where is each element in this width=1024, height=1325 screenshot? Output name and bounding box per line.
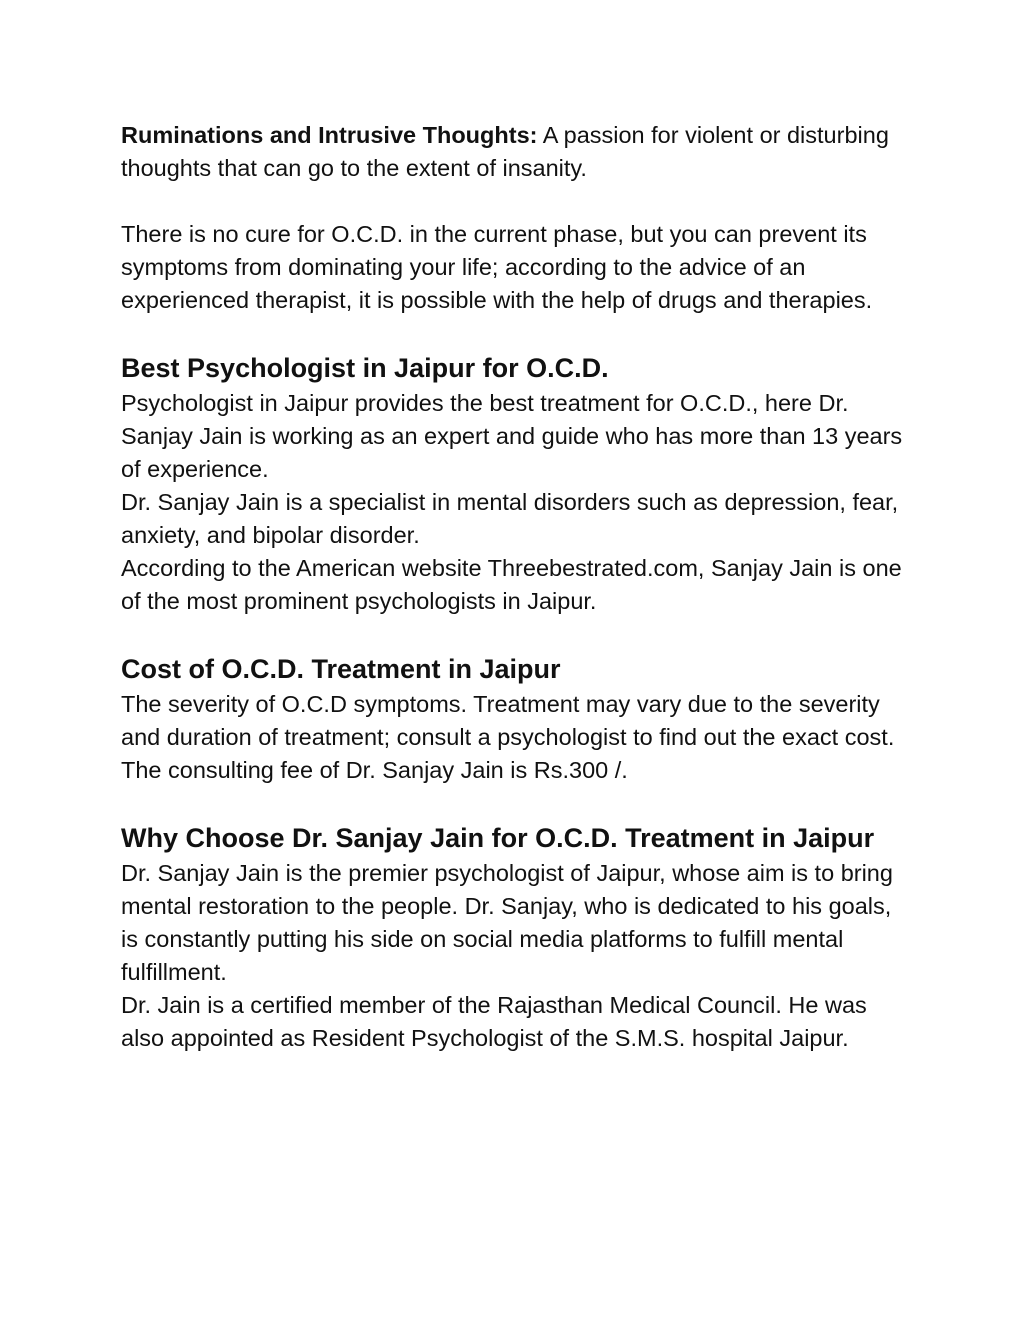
section-heading: Why Choose Dr. Sanjay Jain for O.C.D. Treatment in Jaipur [121, 823, 875, 853]
section-heading: Best Psychologist in Jaipur for O.C.D. [121, 353, 609, 383]
section-paragraph: The severity of O.C.D symptoms. Treatment may vary due to the severity and duration of treatment; consult a psychologist to find out the exact cost. The consulting fee of Dr. Sanjay Jain is Rs.300 /. [121, 691, 895, 783]
section-paragraph: Dr. Jain is a certified member of the Rajasthan Medical Council. He was also appointed as Resident Psychologist of the S.M.S. hospital Jaipur. [121, 992, 867, 1051]
section-paragraph: Psychologist in Jaipur provides the best treatment for O.C.D., here Dr. Sanjay Jain is working as an expert and guide who has more than 13 years of experience. [121, 390, 903, 482]
section-paragraph: According to the American website Threebestrated.com, Sanjay Jain is one of the most prominent psychologists in Jaipur. [121, 555, 902, 614]
cure-paragraph: There is no cure for O.C.D. in the current phase, but you can prevent its symptoms from dominating your life; according to the advice of an experienced therapist, it is possible with the help of drugs and therapies. [121, 221, 873, 313]
rumination-term: Ruminations and Intrusive Thoughts: [121, 122, 538, 148]
section-best-psychologist [121, 350, 911, 618]
section-paragraph: Dr. Sanjay Jain is the premier psychologist of Jaipur, whose aim is to bring mental restoration to the people. Dr. Sanjay, who is dedicated to his goals, is constantly putting his side on social media platforms to fulfill mental fulfillment. [121, 860, 893, 985]
section-why-choose [121, 820, 911, 1055]
section-heading: Cost of O.C.D. Treatment in Jaipur [121, 654, 561, 684]
rumination-text: A passion for violent or disturbing thoughts that can go to the extent of insanity. [121, 122, 889, 181]
section-paragraph: Dr. Sanjay Jain is a specialist in mental disorders such as depression, fear, anxiety, and bipolar disorder. [121, 489, 899, 548]
section-treatment-cost [121, 651, 911, 787]
rumination-paragraph [121, 119, 911, 185]
document-page [121, 119, 911, 1088]
